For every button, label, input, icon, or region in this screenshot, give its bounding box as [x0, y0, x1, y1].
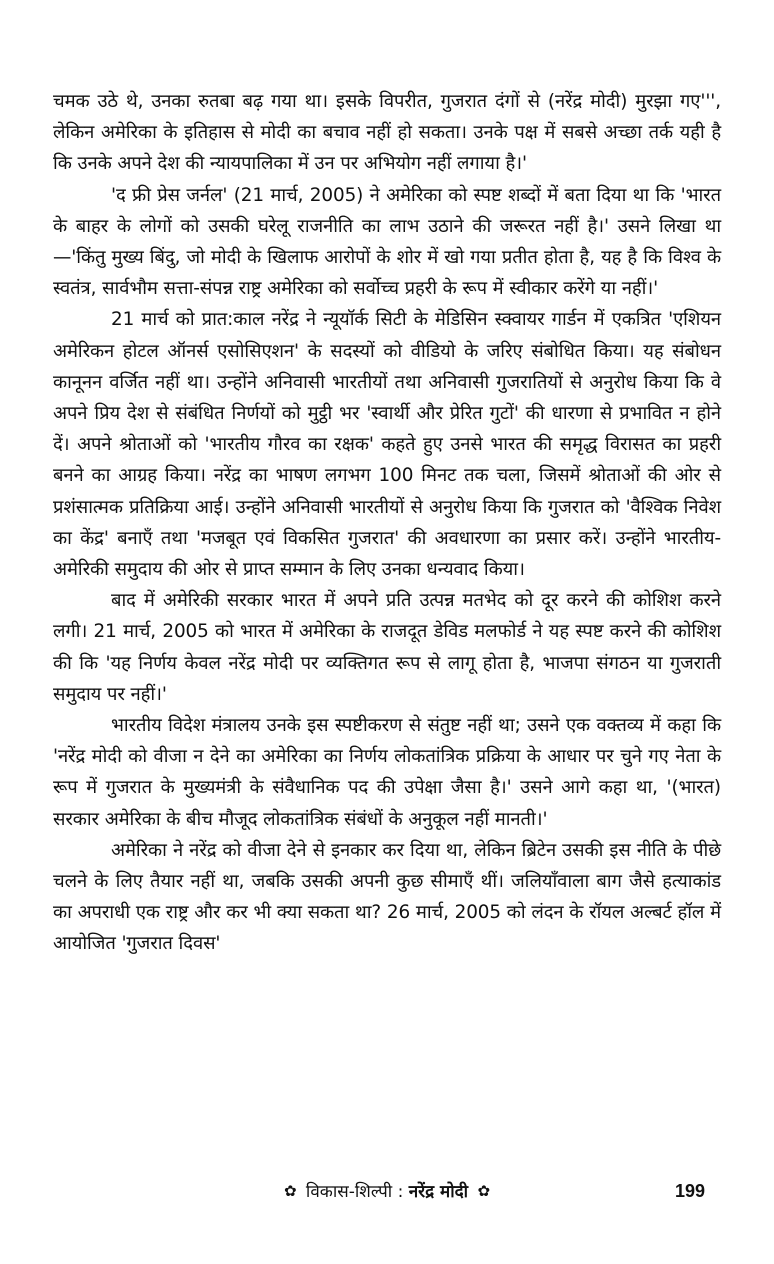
- page-footer: [53, 1178, 721, 1206]
- series-label: विकास-शिल्पी :: [305, 1182, 404, 1202]
- page-number: 199: [674, 1181, 705, 1201]
- body-text: [53, 86, 721, 960]
- running-footer: [53, 1178, 721, 1205]
- paragraph: 'द फ्री प्रेस जर्नल' (21 मार्च, 2005) ने अमेरिका को स्पष्ट शब्दों में बता दिया था कि 'भारत के बाहर के लोगों को उसकी घरेलू राजनीति का लाभ उठाने की जरूरत नहीं है।' उसने लिखा था—'किंतु मुख्य बिंदु, जो मोदी के खिलाफ आरोपों के शोर में खो गया प्रतीत होता है, यह है कि विश्व के स्वतंत्र, सार्वभौम सत्ता-संपन्न राष्ट्र अमेरिका को सर्वोच्च प्रहरी के रूप में स्वीकार करेंगे या नहीं।': [53, 184, 721, 300]
- book-name: नरेंद्र मोदी: [408, 1182, 469, 1202]
- paragraph: भारतीय विदेश मंत्रालय उनके इस स्पष्टीकरण से संतुष्ट नहीं था; उसने एक वक्तव्य में कहा कि 'नरेंद्र मोदी को वीजा न देने का अमेरिका का निर्णय लोकतांत्रिक प्रक्रिया के आधार पर चुने गए नेता के रूप में गुजरात के मुख्यमंत्री के संवैधानिक पद की उपेक्षा जैसा है।' उसने आगे कहा था, '(भारत) सरकार अमेरिका के बीच मौजूद लोकतांत्रिक संबंधों के अनुकूल नहीं मानती।': [53, 715, 721, 830]
- flower-ornament-icon: ✿: [477, 1182, 491, 1200]
- paragraph: 21 मार्च को प्रात:काल नरेंद्र ने न्यूयॉर्क सिटी के मेडिसिन स्क्वायर गार्डन में एकत्रित 'एशियन अमेरिकन होटल ऑनर्स एसोसिएशन' के सदस्यों को वीडियो के जरिए संबोधित किया। यह संबोधन कानूनन वर्जित नहीं था। उन्होंने अनिवासी भारतीयों तथा अनिवासी गुजरातियों से अनुरोध किया कि वे अपने प्रिय देश से संबंधित निर्णयों को मुट्ठी भर 'स्वार्थी और प्रेरित गुटों' की धारणा से प्रभावित न होने दें। अपने श्रोताओं को 'भारतीय गौरव का रक्षक' कहते हुए उनसे भारत की समृद्ध विरासत का प्रहरी बनने का आग्रह किया। नरेंद्र का भाषण लगभग 100 मिनट तक चला, जिसमें श्रोताओं की ओर से प्रशंसात्मक प्रतिक्रिया आई। उन्होंने अनिवासी भारतीयों से अनुरोध किया कि गुजरात को 'वैश्विक निवेश का केंद्र' बनाएँ तथा 'मजबूत एवं विकसित गुजरात' की अवधारणा का प्रसार करें। उन्होंने भारतीय-अमेरिकी समुदाय की ओर से प्राप्त सम्मान के लिए उनका धन्यवाद किया।: [53, 309, 721, 581]
- paragraph: चमक उठे थे, उनका रुतबा बढ़ गया था। इसके विपरीत, गुजरात दंगों से (नरेंद्र मोदी) मुरझा गए''', लेकिन अमेरिका के इतिहास से मोदी का बचाव नहीं हो सकता। उनके पक्ष में सबसे अच्छा तर्क यही है कि उनके अपने देश की न्यायपालिका में उन पर अभियोग नहीं लगाया है।': [53, 91, 721, 175]
- flower-ornament-icon: ✿: [283, 1182, 297, 1200]
- paragraph: बाद में अमेरिकी सरकार भारत में अपने प्रति उत्पन्न मतभेद को दूर करने की कोशिश करने लगी। 21 मार्च, 2005 को भारत में अमेरिका के राजदूत डेविड मलफोर्ड ने यह स्पष्ट करने की कोशिश की कि 'यह निर्णय केवल नरेंद्र मोदी पर व्यक्तिगत रूप से लागू होता है, भाजपा संगठन या गुजराती समुदाय पर नहीं।': [53, 590, 721, 705]
- paragraph: अमेरिका ने नरेंद्र को वीजा देने से इनकार कर दिया था, लेकिन ब्रिटेन उसकी इस नीति के पीछे चलने के लिए तैयार नहीं था, जबकि उसकी अपनी कुछ सीमाएँ थीं। जलियाँवाला बाग जैसे हत्याकांड का अपराधी एक राष्ट्र और कर भी क्या सकता था? 26 मार्च, 2005 को लंदन के रॉयल अल्बर्ट हॉल में आयोजित 'गुजरात दिवस': [53, 839, 721, 955]
